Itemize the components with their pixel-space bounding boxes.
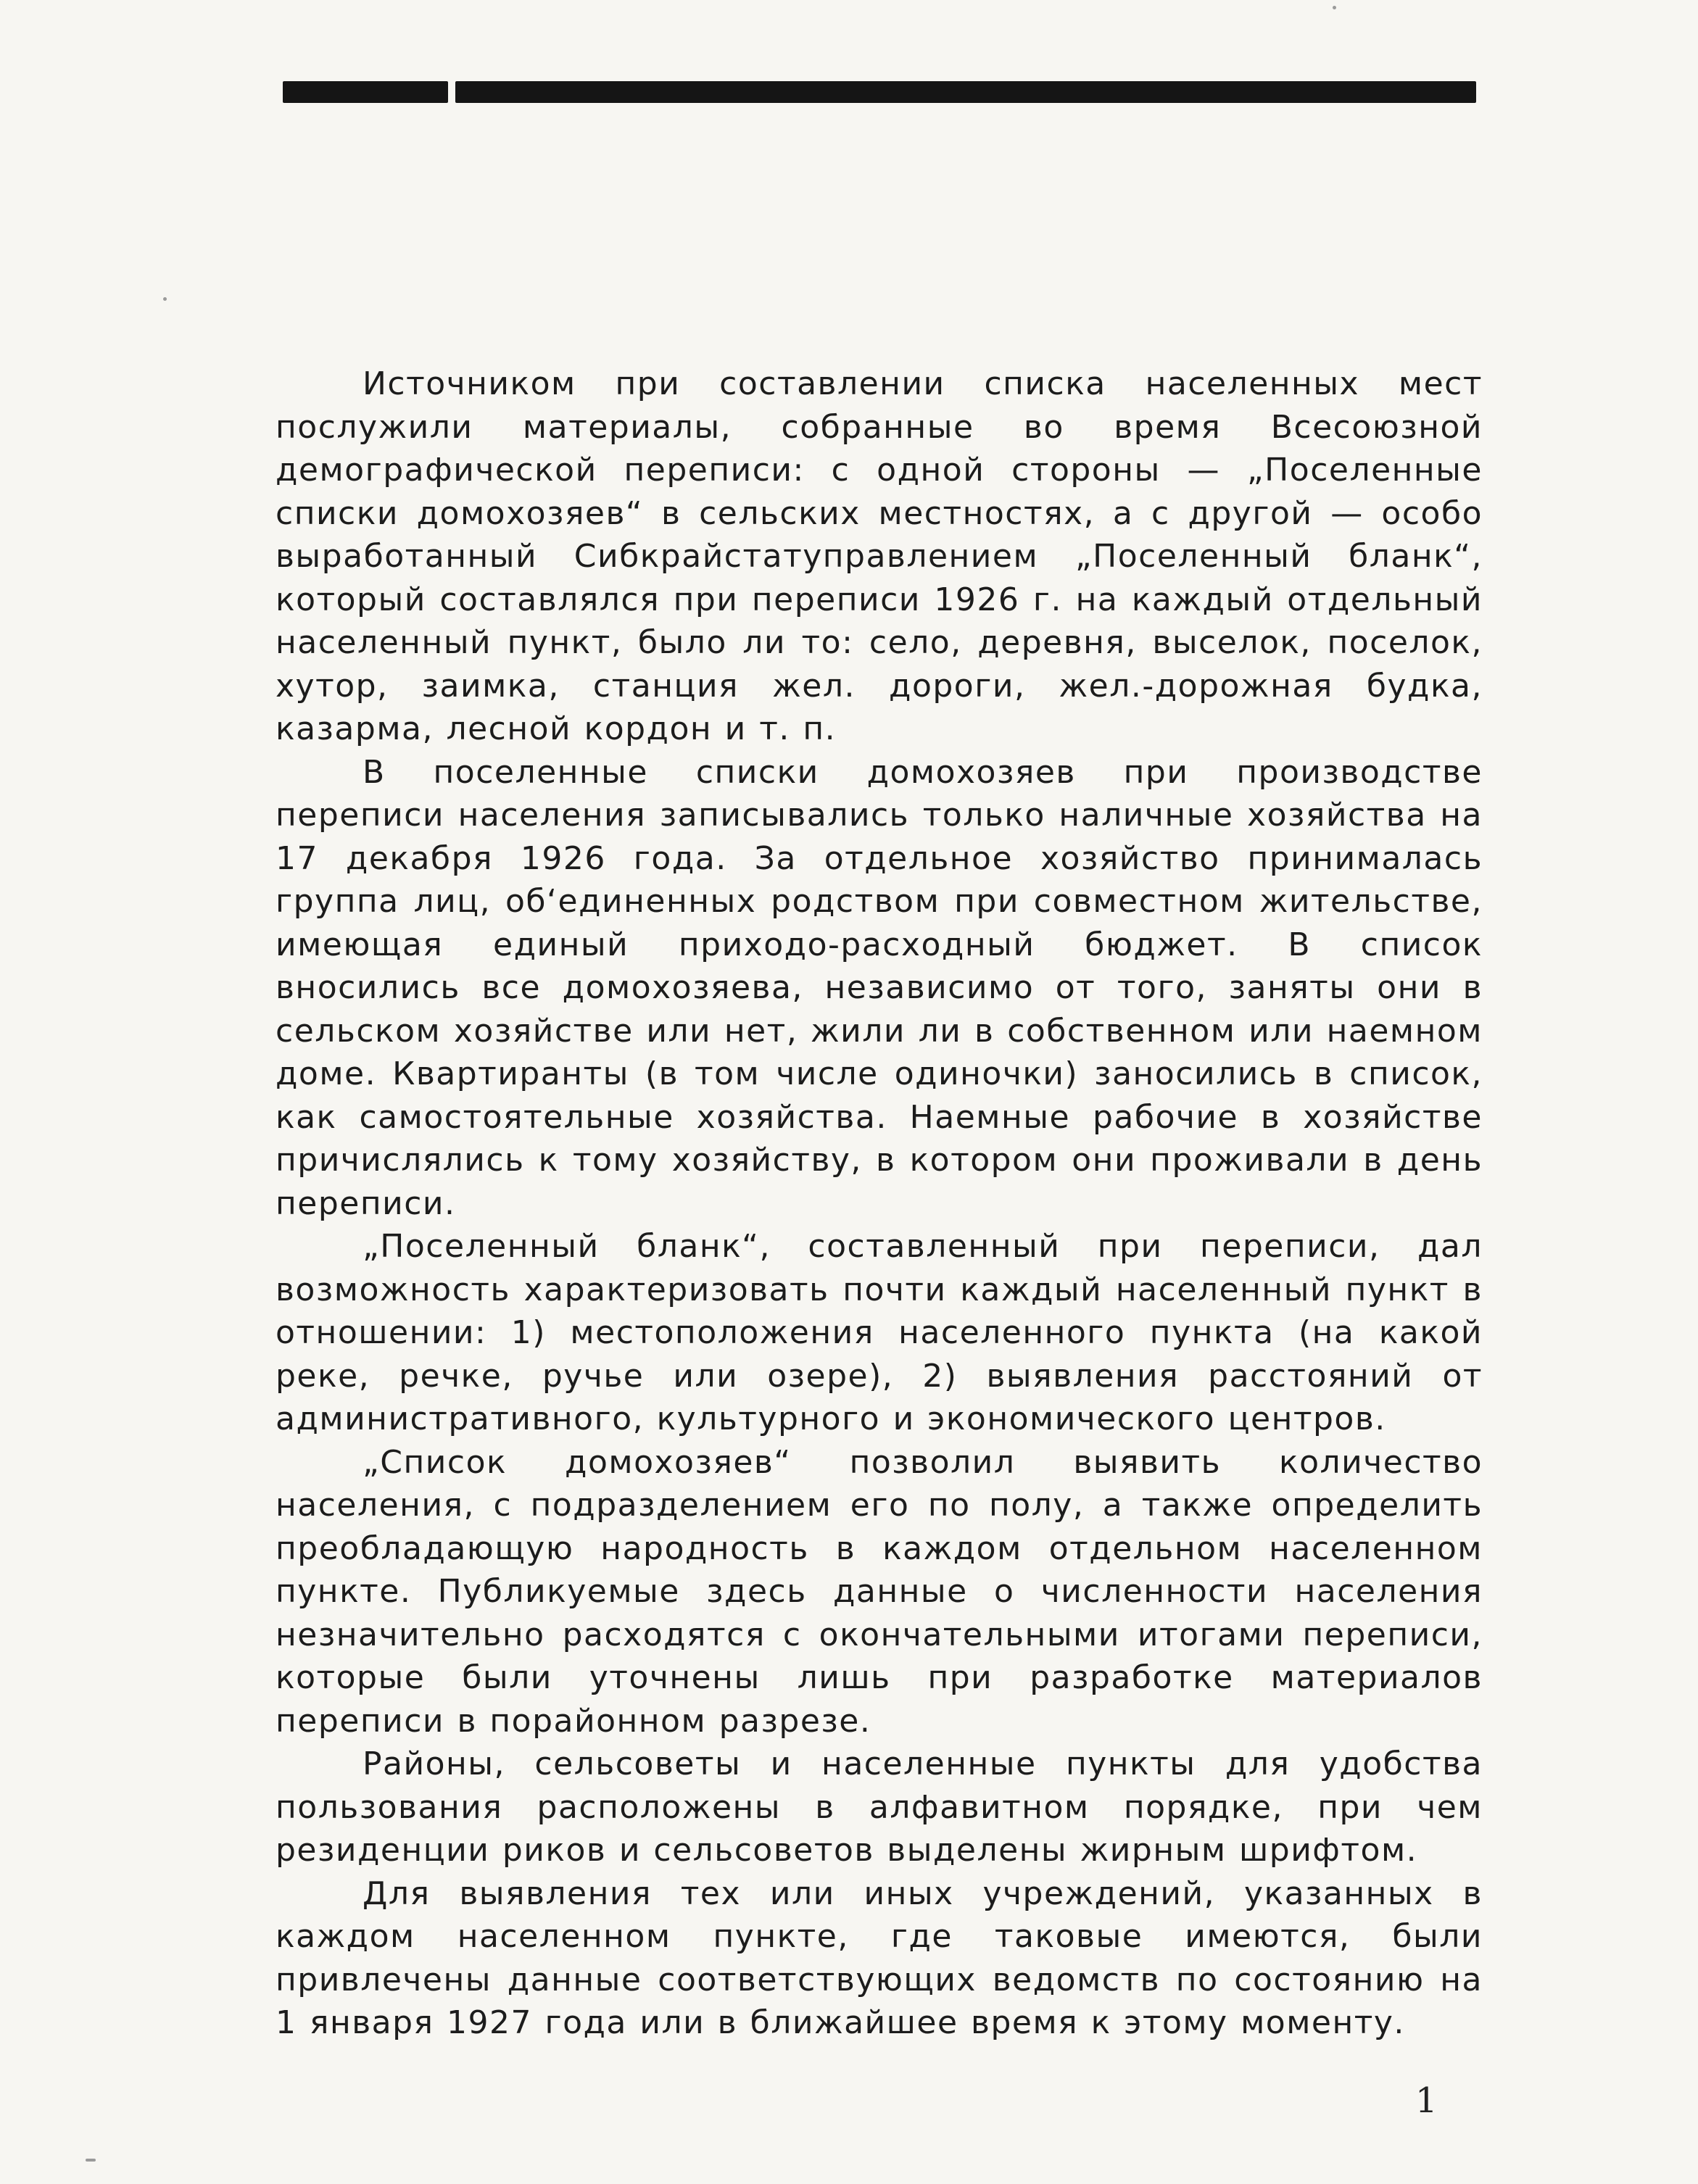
header-rule-left bbox=[283, 81, 448, 103]
page-number: 1 bbox=[1415, 2080, 1438, 2121]
paragraph: Источником при составлении списка населенных мест послужили материалы, собранные во время Всесоюзной демографической переписи: с одной стороны — „Поселенные списки домохозяев“ в сельских местностях, а с другой — особо выработанный Сибкрайстатуправлением „Поселенный бланк“, который составлялся при переписи 1926 г. на каждый отдельный населенный пункт, было ли то: село, деревня, выселок, поселок, хутор, заимка, станция жел. дороги, жел.-дорожная будка, казарма, лесной кордон и т. п. bbox=[276, 365, 1483, 747]
paragraph: Районы, сельсоветы и населенные пункты для удобства пользования расположены в алфавитном порядке, при чем резиденции риков и сельсоветов выделены жирным шрифтом. bbox=[276, 1745, 1483, 1869]
paragraph: „Поселенный бланк“, составленный при переписи, дал возможность характеризовать почти каждый населенный пункт в отношении: 1) местоположения населенного пункта (на какой реке, речке, ручье или озере), 2) выявления расстояний от административного, культурного и экономического центров. bbox=[276, 1228, 1483, 1437]
header-rule-right bbox=[455, 81, 1476, 103]
scan-speck bbox=[1333, 6, 1336, 9]
paragraph: „Список домохозяев“ позволил выявить количество населения, с подразделением его по полу, а также определить преобладающую народность в каждом отдельном населенном пункте. Публикуемые здесь данные о численности населения незначительно расходятся с окончательными итогами переписи, которые были уточнены лишь при разработке материалов переписи в порайонном разрезе. bbox=[276, 1443, 1483, 1740]
body-text bbox=[276, 362, 1483, 2045]
paragraph: В поселенные списки домохозяев при производстве переписи населения записывались только наличные хозяйства на 17 декабря 1926 года. За отдельное хозяйство принималась группа лиц, об‘единенных родством при совместном жительстве, имеющая единый приходо-расходный бюджет. В список вносились все домохозяева, независимо от того, заняты они в сельском хозяйстве или нет, жили ли в собственном или наемном доме. Квартиранты (в том числе одиночки) заносились в список, как самостоятельные хозяйства. Наемные рабочие в хозяйстве причислялись к тому хозяйству, в котором они проживали в день переписи. bbox=[276, 753, 1483, 1222]
scan-speck bbox=[163, 297, 167, 301]
scan-speck bbox=[86, 2159, 96, 2162]
paragraph: Для выявления тех или иных учреждений, указанных в каждом населенном пункте, где таковые имеются, были привлечены данные соответствующих ведомств по состоянию на 1 января 1927 года или в ближайшее время к этому моменту. bbox=[276, 1874, 1483, 2041]
